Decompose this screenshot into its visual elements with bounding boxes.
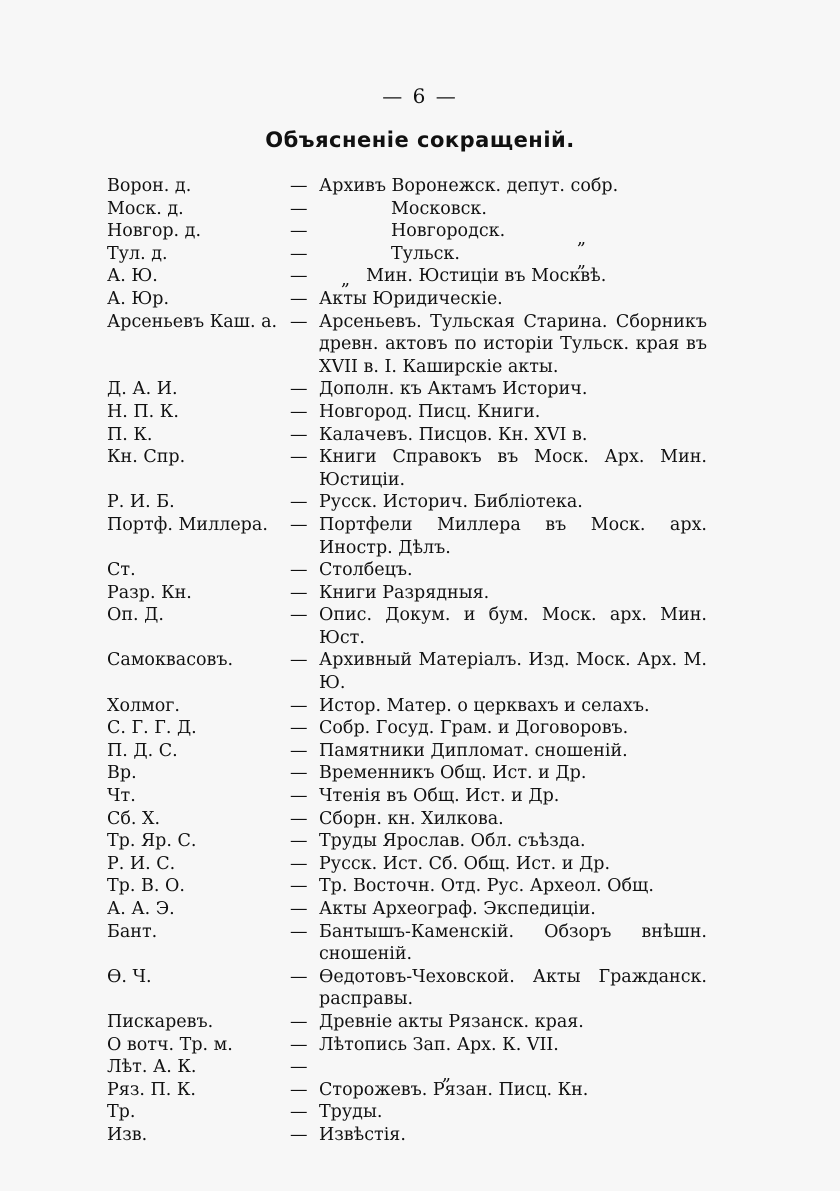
expansion: Дополн. къ Актамъ Историч.: [319, 379, 588, 400]
abbreviation: Ряз. П. К.: [107, 1079, 196, 1100]
expansion: Портфели Миллера въ Моск. арх. Иностр. Дѣлъ.: [319, 514, 707, 558]
list-item: [107, 175, 707, 198]
expansion: Труды Ярослав. Обл. съѣзда.: [319, 831, 586, 852]
abbreviation: Моск. д.: [107, 198, 184, 219]
expansion: Книги Разрядныя.: [319, 582, 490, 603]
ditto-mark: „: [341, 270, 351, 291]
list-item: [107, 717, 707, 740]
list-item: [107, 898, 707, 921]
dash: —: [290, 1102, 308, 1123]
dash: —: [290, 560, 308, 581]
list-item: [107, 1079, 707, 1102]
list-item: [107, 808, 707, 831]
expansion: Лѣтопись Зап. Арх. К. VII.: [319, 1034, 559, 1055]
abbreviation: Оп. Д.: [107, 605, 164, 626]
dash: —: [290, 266, 308, 287]
abbreviation: Разр. Кн.: [107, 582, 192, 603]
expansion: Новгородск.: [391, 221, 506, 242]
dash: —: [290, 1124, 308, 1145]
list-item: [107, 1056, 707, 1086]
list-item: [107, 604, 707, 649]
expansion: Мин. Юстиціи въ Москвѣ.: [366, 266, 607, 287]
abbreviations-list: [107, 175, 707, 1147]
abbreviation: С. Г. Г. Д.: [107, 718, 197, 739]
ditto-mark: „: [577, 251, 587, 272]
abbreviation: О вотч. Тр. м.: [107, 1034, 233, 1055]
list-item: [107, 582, 707, 605]
list-item: [107, 265, 707, 291]
list-item: [107, 198, 707, 221]
abbreviation: Чт.: [107, 786, 136, 807]
dash: —: [290, 401, 308, 422]
abbreviation: Кн. Спр.: [107, 447, 186, 468]
list-item: [107, 853, 707, 876]
expansion: Архивъ Воронежск. депут. собр.: [319, 176, 619, 196]
expansion: Тульск.: [391, 243, 460, 264]
expansion: Опис. Докум. и бум. Моск. арх. Мин. Юст.: [319, 605, 707, 648]
dash: —: [290, 966, 308, 987]
dash: —: [290, 198, 308, 219]
dash: —: [290, 695, 308, 716]
expansion: Архивный Матеріалъ. Изд. Моск. Арх. М. Ю.: [319, 650, 707, 694]
dash: —: [290, 718, 308, 739]
list-item: [107, 762, 707, 785]
dash: —: [290, 176, 308, 196]
abbreviation: А. Ю.: [107, 266, 158, 287]
abbreviation: Холмог.: [107, 695, 180, 716]
expansion: Временникъ Общ. Ист. и Др.: [319, 763, 587, 784]
dash: —: [290, 763, 308, 784]
list-item: [107, 288, 707, 311]
expansion: Сборн. кн. Хилкова.: [319, 808, 504, 829]
expansion: Сторожевъ. Рязан. Писц. Кн.: [319, 1079, 589, 1100]
abbreviation: Ст.: [107, 560, 136, 581]
list-item: [107, 740, 707, 763]
abbreviation: П. Д. С.: [107, 740, 178, 761]
dash: —: [290, 876, 308, 897]
list-item: [107, 921, 707, 966]
expansion: Бантышъ-Каменскій. Обзоръ внѣшн. сношеній.: [319, 921, 707, 965]
abbreviation: А. А. Э.: [107, 899, 175, 919]
expansion: Чтенія въ Общ. Ист. и Др.: [319, 786, 560, 807]
dash: —: [290, 808, 308, 829]
dash: —: [290, 1034, 308, 1055]
abbreviation: Н. П. К.: [107, 401, 179, 422]
expansion: Русск. Ист. Сб. Общ. Ист. и Др.: [319, 853, 611, 874]
dash: —: [290, 605, 308, 626]
expansion: Столбецъ.: [319, 560, 413, 581]
list-item: [107, 830, 707, 853]
dash: —: [290, 1079, 308, 1100]
abbreviation: Ѳ. Ч.: [107, 966, 152, 987]
expansion: Русск. Историч. Библіотека.: [319, 492, 583, 513]
expansion: Извѣстія.: [319, 1124, 406, 1145]
dash: —: [290, 221, 308, 242]
list-item: [107, 424, 707, 447]
page-number: — 6 —: [382, 84, 458, 108]
dash: —: [290, 288, 308, 309]
expansion: Арсеньевъ. Тульская Старина. Сборникъ древн. актовъ по исторіи Тульск. края въ XVII в. I. Каширскіе акты.: [319, 311, 707, 377]
expansion: Собр. Госуд. Грам. и Договоровъ.: [319, 718, 629, 739]
abbreviation: Тр. В. О.: [107, 876, 185, 897]
abbreviation: Ворон. д.: [107, 176, 192, 196]
list-item: [107, 491, 707, 514]
dash: —: [290, 1057, 308, 1078]
dash: —: [290, 921, 308, 942]
page-title: Объясненіе сокращеній.: [265, 128, 575, 152]
abbreviation: Лѣт. А. К.: [107, 1057, 197, 1078]
list-item: [107, 378, 707, 401]
list-item: [107, 514, 707, 559]
dash: —: [290, 1011, 308, 1032]
abbreviation: Р. И. Б.: [107, 492, 175, 513]
expansion: Книги Справокъ въ Моск. Арх. Мин. Юстиціи.: [319, 447, 707, 490]
abbreviation: Портф. Миллера.: [107, 514, 268, 535]
dash: —: [290, 514, 308, 535]
dash: —: [290, 492, 308, 513]
abbreviation: Новгор. д.: [107, 221, 202, 242]
dash: —: [290, 831, 308, 852]
expansion: Ѳедотовъ-Чеховской. Акты Гражданск. расправы.: [319, 966, 707, 1010]
abbreviation: Арсеньевъ Каш. а.: [107, 311, 278, 332]
expansion: Истор. Матер. о церквахъ и селахъ.: [319, 695, 650, 716]
ditto-mark: „: [577, 229, 587, 250]
dash: —: [290, 899, 308, 919]
dash: —: [290, 447, 308, 468]
dash: —: [290, 379, 308, 400]
list-item: [107, 649, 707, 694]
abbreviation: Бант.: [107, 921, 158, 942]
list-item: [107, 1101, 707, 1124]
list-item: [107, 1034, 707, 1057]
dash: —: [290, 243, 308, 264]
list-item: [107, 1011, 707, 1034]
abbreviation: Сб. Х.: [107, 808, 161, 829]
list-item: [107, 785, 707, 808]
expansion: Памятники Дипломат. сношеній.: [319, 740, 628, 761]
dash: —: [290, 424, 308, 445]
ditto-mark: „: [442, 1065, 452, 1086]
abbreviation: Тр. Яр. С.: [107, 831, 197, 852]
abbreviation: Изв.: [107, 1124, 148, 1145]
abbreviation: Тр.: [107, 1102, 136, 1123]
dash: —: [290, 311, 308, 332]
abbreviation: Д. А. И.: [107, 379, 178, 400]
abbreviation: А. Юр.: [107, 288, 170, 309]
expansion: Труды.: [319, 1102, 383, 1123]
list-item: [107, 875, 707, 898]
list-item: [107, 1124, 707, 1147]
list-item: [107, 695, 707, 718]
abbreviation: Вр.: [107, 763, 137, 784]
list-item: [107, 559, 707, 582]
expansion: Калачевъ. Писцов. Кн. XVI в.: [319, 424, 588, 445]
expansion: [319, 1056, 707, 1079]
expansion: Московск.: [391, 198, 487, 219]
expansion: Тр. Восточн. Отд. Рус. Археол. Общ.: [319, 876, 654, 897]
expansion: Акты Юридическіе.: [319, 288, 503, 309]
expansion: Древніе акты Рязанск. края.: [319, 1011, 584, 1032]
expansion: Акты Археограф. Экспедиціи.: [319, 899, 596, 919]
abbreviation: Пискаревъ.: [107, 1011, 214, 1032]
dash: —: [290, 582, 308, 603]
abbreviation: Р. И. С.: [107, 853, 176, 874]
expansion: Новгород. Писц. Книги.: [319, 401, 541, 422]
abbreviation: Самоквасовъ.: [107, 650, 234, 671]
list-item: [107, 446, 707, 491]
abbreviation: Тул. д.: [107, 243, 168, 264]
abbreviation: П. К.: [107, 424, 153, 445]
list-item: [107, 966, 707, 1011]
dash: —: [290, 786, 308, 807]
list-item: [107, 401, 707, 424]
dash: —: [290, 853, 308, 874]
dash: —: [290, 740, 308, 761]
list-item: [107, 243, 707, 272]
dash: —: [290, 650, 308, 671]
list-item: [107, 311, 707, 379]
list-item: [107, 220, 707, 250]
